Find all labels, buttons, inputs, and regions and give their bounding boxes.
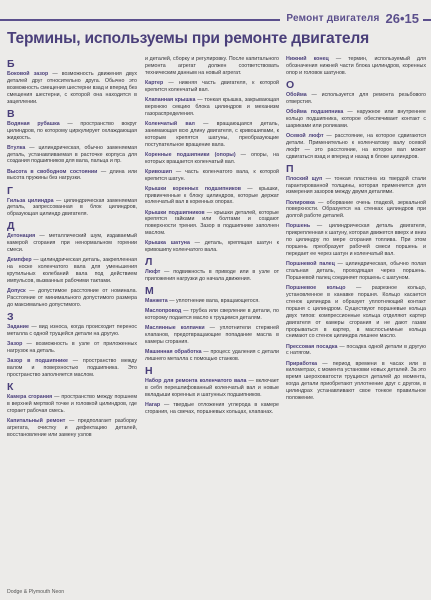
glossary-definition: оборвание очень гладкой, зеркальной поверхности. Образуется на стенках цилиндров при долгой работе деталей. — [286, 199, 426, 220]
letter-heading: М — [145, 285, 154, 298]
glossary-term: Набор для ремонта коленчатого вала — [145, 378, 247, 385]
glossary-definition: и деталей, сборку и регулировку. После капитального ремонта агрегат должен соответствовать техническим данным на новый агрегат. — [145, 56, 279, 76]
glossary-term: Машинная обработка — [145, 349, 202, 356]
column-2 — [145, 56, 279, 588]
glossary-term: Детонация — [7, 233, 36, 240]
letter-heading: Н — [145, 365, 153, 378]
glossary-definition: предполагает разборку агрегата, очистку и дефектацию деталей, восстановление или замену узлов — [7, 417, 137, 438]
glossary-entry: Камера сгорания — пространство между поршнем в верхней мертвой точке и головкой цилиндров, где сгорает рабочая смесь. — [7, 393, 137, 414]
glossary-entry: Зазор в подшипнике — пространство между валом и поверхностью подшипника. Это пространство заполняется маслом. — [7, 358, 137, 378]
glossary-definition: пространство между валом и поверхностью подшипника. Это пространство заполняется маслом. — [7, 358, 137, 378]
letter-heading: Б — [7, 58, 15, 70]
glossary-definition: уплотнители стержней клапанов, предотвращающие попадание масла в камеры сгорания. — [145, 325, 279, 346]
glossary-entry: Высота в свободном состоянии — длина или высота пружины без нагрузки. — [7, 168, 137, 182]
glossary-term: Манжета — [145, 298, 168, 305]
glossary-term: Крышки коренных подшипников — [145, 185, 241, 192]
glossary-term: Камера сгорания — [7, 393, 53, 400]
letter-heading: О — [286, 78, 295, 91]
glossary-definition: уплотнение вала, вращающегося. — [175, 298, 260, 305]
glossary-definition: крышки деталей, которые крепятся гайками или болтами и создают поверхности трения. Зазор в подшипнике заполнен маслом. — [145, 209, 279, 237]
glossary-entry: Кривошип — часть коленчатого вала, к которой крепится шатун. — [145, 168, 279, 182]
glossary-term: Нагар — [145, 402, 161, 409]
glossary-definition: возможность в узле от приложенных нагрузок на деталь. — [7, 341, 137, 354]
glossary-definition: допустимое расстояние от номинала. Расстояние от минимального допустимого размера до максимально допустимого. — [7, 288, 137, 308]
glossary-entry: Капитальный ремонт — предполагает разборку агрегата, очистку и дефектацию деталей, восстановление или замену узлов — [7, 417, 137, 438]
glossary-entry: Полировка — оборвание очень гладкой, зеркальной поверхности. Образуется на стенках цилиндров при долгой работе деталей. — [286, 199, 426, 220]
glossary-definition: наружное или внутреннее кольцо подшипника, которое обеспечивает контакт с шариками или роликами. — [286, 108, 426, 129]
glossary-definition: вид износа, когда происходит перенос металла с одной трущейся детали на другую. — [7, 324, 137, 337]
glossary-definition: период времени в часах или в километрах, с момента установки новых деталей. За это время шероховатости трущихся деталей до момента, когда детали приобретают уплотнение друг с другом, в цилиндрах устанавливают свое тонкое правильное положение. — [286, 360, 426, 402]
glossary-term: Допуск — [7, 288, 26, 295]
glossary-definition: твердые отложения углерода в камере сгорания, на свечах, поршневых кольцах, клапанах. — [145, 402, 279, 416]
glossary-definition: часть коленчатого вала, к которой крепится шатун. — [145, 168, 279, 182]
glossary-entry: Поршневой палец — цилиндрическая, обычно полая стальная деталь, проходящая через поршень. Поршневой палец соединяет поршень с шатуном. — [286, 261, 426, 281]
glossary-entry: Приработка — период времени в часах или в километрах, с момента установки новых деталей. За это время шероховатости трущихся деталей до момента, когда детали приобретают уплотнение друг с другом, в цилиндрах устанавливают свое тонкое правильное положение. — [286, 360, 426, 402]
glossary-entry: Плоский щуп — тонкая пластина из твердой стали гарантированной толщины, которая применяется для измерения зазоров между двумя деталями. — [286, 175, 426, 196]
glossary-entry: Нагар — твердые отложения углерода в камере сгорания, на свечах, поршневых кольцах, клапанах. — [145, 402, 279, 416]
glossary-definition: термин, используемый для обозначения нижней части блока цилиндров, коренных опор и головок шатунов. — [286, 56, 426, 76]
letter-heading: К — [7, 380, 14, 393]
glossary-term: Плоский щуп — [286, 175, 323, 182]
glossary-term: Маслопровод — [145, 308, 182, 315]
glossary-term: Клапанная крышка — [145, 96, 196, 103]
column-3 — [286, 56, 426, 592]
glossary-entry: Крышки коренных подшипников — крышки, привинченные к блоку цилиндров, которые держат коленчатый вал в коренных опорах. — [145, 185, 279, 206]
glossary-definition: деталь, крепящая шатун к кривошипу коленчатого вала. — [145, 240, 279, 254]
glossary-term: Втулка — [7, 144, 26, 151]
glossary-entry: Маслянные колпачки — уплотнители стержней клапанов, предотвращающие попадание масла в камеры сгорания. — [145, 325, 279, 346]
glossary-entry: Набор для ремонта коленчатого вала — включает в себя перешлифованный коленчатый вал и новые вкладыши коренных и шатунных подшипников. — [145, 378, 279, 399]
glossary-definition: металлический шум, издаваемый камерой сгорания при ненормальном горении смеси. — [7, 233, 137, 254]
glossary-entry: Люфт — подвижность в приводе или в узле от приложения нагрузки до начала движения. — [145, 269, 279, 283]
glossary-definition: включает в себя перешлифованный коленчатый вал и новые вкладыши коренных и шатунных подшипников. — [145, 378, 279, 399]
glossary-definition: пространство вокруг цилиндров, по которому циркулирует охлаждающая жидкость. — [7, 120, 137, 141]
page-number: 26•15 — [385, 10, 419, 26]
letter-heading: З — [7, 311, 14, 324]
glossary-entry: Обойма — используется для ремонта резьбового отверстия. — [286, 91, 426, 105]
glossary-term: Зазор — [7, 341, 23, 348]
glossary-term: Поршневое кольцо — [286, 285, 346, 292]
glossary-definition: тонкая пластина из твердой стали гарантированной толщины, которая применяется для измерения зазоров между двумя деталями. — [286, 175, 426, 196]
letter-heading: Г — [7, 184, 13, 197]
glossary-definition: нижняя часть двигателя, к которой крепится коленчатый вал. — [145, 79, 279, 93]
glossary-definition: возможность движения двух деталей друг относительно друга. Обычно это возможность смещения шестерни взад и вперед без смещения шестерни, с которой она находится в зацеплении. — [7, 71, 137, 105]
letter-heading: В — [7, 107, 15, 120]
section-title: Ремонт двигателя — [286, 12, 380, 24]
glossary-definition: подвижность в приводе или в узле от приложения нагрузки до начала движения. — [145, 269, 279, 283]
glossary-term: Маслянные колпачки — [145, 325, 205, 332]
glossary-entry: Задание — вид износа, когда происходит перенос металла с одной трущейся детали на другую. — [7, 324, 137, 337]
glossary-definition: посадка одной детали в другую с натягом. — [286, 343, 426, 357]
glossary-term: Приработка — [286, 360, 318, 367]
glossary-entry: Осевой люфт — расстояние, на которое сдвигаются детали. Применительно к коленчатому валу осевой люфт — это расстояние, на которое вал может сдвигаться взад и вперед и назад в блоке цилиндров. — [286, 132, 426, 160]
glossary-definition: пространство между поршнем в верхней мертвой точке и головкой цилиндров, где сгорает рабочая смесь. — [7, 393, 137, 414]
glossary-entry: Маслопровод — трубка или сверление в детали, по которому подается масло к трущимся деталям. — [145, 308, 279, 322]
glossary-term: Боковой зазор — [7, 71, 49, 77]
glossary-term: Высота в свободном состоянии — [7, 168, 98, 175]
glossary-entry — [145, 56, 279, 77]
glossary-term: Кривошип — [145, 168, 173, 175]
glossary-term: Зазор в подшипнике — [7, 358, 68, 365]
glossary-entry: Обойма подшипника — наружное или внутреннее кольцо подшипника, которое обеспечивает контакт с шариками или роликами. — [286, 108, 426, 129]
glossary-entry: Гильза цилиндра — цилиндрическая заменяемая деталь, запрессованная в блок цилиндров, образующая цилиндр двигателя. — [7, 197, 137, 218]
glossary-definition: цилиндрическая деталь двигателя, прикрепленная к шатуну, которая движется вверх и вниз по цилиндру по мере сгорания топлива. При этом поршень преобразует рабочей смеси поршень и передает ее через шатун и коленчатый вал. — [286, 223, 426, 258]
glossary-entry: Боковой зазор — возможность движения двух деталей друг относительно друга. Обычно это возможность смещения шестерни взад и вперед без смещения шестерни, с которой она находится в зацеплении. — [7, 71, 137, 105]
glossary-term: Обойма — [286, 91, 307, 98]
glossary-definition: используется для ремонта резьбового отверстия. — [286, 91, 426, 105]
glossary-definition: трубка или сверление в детали, по которому подается масло к трущимся деталям. — [145, 308, 279, 322]
glossary-definition: разрезное кольцо, установленное в канавке поршня. Кольцо касается стенок цилиндра и образует уплотняющий контакт поршня с цилиндром. Существуют поршневые кольца двух типов: компрессионные кольца отделяют картер двигателя от камеры сгорания и не дают газам прорываться в картер, в маслосъемные кольца снимают со стенок цилиндра лишнее масло. — [286, 285, 426, 340]
glossary-entry: Поршневое кольцо — разрезное кольцо, установленное в канавке поршня. Кольцо касается стенок цилиндра и образует уплотняющий контакт поршня с цилиндром. Существуют поршневые кольца двух типов: компрессионные кольца отделяют картер двигателя от камеры сгорания и не дают газам прорываться в картер, в маслосъемные кольца снимают со стенок цилиндра лишнее масло. — [286, 285, 426, 340]
column-1 — [7, 56, 137, 588]
glossary-definition: цилиндрическая деталь, закрепленная на носке коленчатого вала для уменьшения крутильных колебаний вала под действием импульсов, вызванных рабочими тактами. — [7, 257, 137, 285]
page-header — [0, 5, 431, 26]
glossary-term: Картер — [145, 79, 164, 86]
glossary-definition: расстояние, на которое сдвигаются детали. Применительно к коленчатому валу осевой люфт — это расстояние, на которое вал может сдвигаться взад и вперед и назад в блоке цилиндров. — [286, 132, 426, 160]
glossary-term: Поршневой палец — [286, 261, 335, 268]
header-label — [280, 9, 423, 27]
glossary-entry: Коренные подшипники (опоры) — опоры, на которых вращается коленчатый вал. — [145, 151, 279, 165]
footer-book-title: Dodge & Plymouth Neon — [7, 589, 65, 595]
glossary-definition: цилиндрическая, обычно полая стальная деталь, проходящая через поршень. Поршневой палец соединяет поршень с шатуном. — [286, 261, 426, 281]
letter-heading: Д — [7, 220, 15, 233]
glossary-entry: Водяная рубашка — пространство вокруг цилиндров, по которому циркулирует охлаждающая жидкость. — [7, 120, 137, 141]
letter-heading: Л — [145, 256, 153, 269]
glossary-term: Прессовая посадка — [286, 343, 338, 350]
glossary-entry: Машинная обработка — процесс удаления с детали лишнего металла с помощью станков. — [145, 349, 279, 363]
glossary-term: Коренные подшипники (опоры) — [145, 151, 236, 158]
glossary-entry: Крышка шатуна — деталь, крепящая шатун к кривошипу коленчатого вала. — [145, 240, 279, 254]
glossary-entry: Картер — нижняя часть двигателя, к которой крепится коленчатый вал. — [145, 79, 279, 93]
glossary-term: Капитальный ремонт — [7, 417, 66, 424]
glossary-definition: вращающаяся деталь, занимающая всю длину двигателя, с кривошипами, к которым крепятся шатуны, преобразующие поступательное вращение вала. — [145, 120, 279, 148]
glossary-entry: Крышки подшипников — крышки деталей, которые крепятся гайками или болтами и создают поверхности трения. Зазор в подшипнике заполнен маслом. — [145, 209, 279, 237]
glossary-entry: Зазор — возможность в узле от приложенных нагрузок на деталь. — [7, 341, 137, 354]
glossary-term: Люфт — [145, 269, 161, 276]
glossary-entry: Допуск — допустимое расстояние от номинала. Расстояние от минимального допустимого размера до максимально допустимого. — [7, 288, 137, 308]
glossary-term: Гильза цилиндра — [7, 197, 54, 204]
glossary-term: Обойма подшипника — [286, 108, 344, 115]
glossary-entry: Демпфер — цилиндрическая деталь, закрепленная на носке коленчатого вала для уменьшения крутильных колебаний вала под действием импульсов, вызванных рабочими тактами. — [7, 257, 137, 285]
glossary-entry: Манжета — уплотнение вала, вращающегося. — [145, 298, 260, 305]
page-title: Термины, используемы при ремонте двигателя — [7, 30, 369, 47]
glossary-definition: крышки, привинченные к блоку цилиндров, которые держат коленчатый вал в коренных опорах. — [145, 185, 279, 206]
glossary-definition: процесс удаления с детали лишнего металла с помощью станков. — [145, 349, 279, 363]
glossary-term: Крышки подшипников — [145, 209, 205, 216]
glossary-entry: Прессовая посадка — посадка одной детали в другую с натягом. — [286, 343, 426, 357]
glossary-entry: Клапанная крышка — тонкая крышка, закрывающая верхнюю секцию блока цилиндров и механизм газораспределения. — [145, 96, 279, 117]
glossary-term: Крышка шатуна — [145, 240, 190, 247]
glossary-definition: длина или высота пружины без нагрузки. — [7, 168, 137, 182]
glossary-term: Коленчатый вал — [145, 120, 195, 127]
glossary-definition: цилиндрическая заменяемая деталь, запрессованная в блок цилиндров, образующая цилиндр двигателя. — [7, 197, 137, 218]
glossary-entry: Поршень — цилиндрическая деталь двигателя, прикрепленная к шатуну, которая движется вверх и вниз по цилиндру по мере сгорания топлива. При этом поршень преобразует рабочей смеси поршень и передает ее через шатун и коленчатый вал. — [286, 223, 426, 258]
glossary-term: Водяная рубашка — [7, 120, 60, 127]
glossary-term: Полировка — [286, 199, 315, 206]
glossary-term: Демпфер — [7, 257, 32, 264]
glossary-entry: Детонация — металлический шум, издаваемый камерой сгорания при ненормальном горении смеси. — [7, 233, 137, 254]
letter-heading: П — [286, 162, 294, 175]
glossary-definition: цилиндрическая, обычно заменяемая деталь, устанавливаемая в расточке корпуса для создания подшипников для вала, пальца и пр. — [7, 144, 137, 165]
glossary-definition: тонкая крышка, закрывающая верхнюю секцию блока цилиндров и механизм газораспределения. — [145, 96, 279, 117]
glossary-term: Поршень — [286, 223, 311, 230]
glossary-term: Осевой люфт — [286, 132, 324, 139]
glossary-entry: Коленчатый вал — вращающаяся деталь, занимающая всю длину двигателя, с кривошипами, к которым крепятся шатуны, преобразующие поступательное вращение вала. — [145, 120, 279, 148]
glossary-entry: Нижний конец — термин, используемый для обозначения нижней части блока цилиндров, коренных опор и головок шатунов. — [286, 56, 426, 76]
glossary-term: Задание — [7, 324, 29, 331]
glossary-term: Нижний конец — [286, 56, 329, 62]
glossary-definition: опоры, на которых вращается коленчатый вал. — [145, 151, 279, 165]
glossary-entry: Втулка — цилиндрическая, обычно заменяемая деталь, устанавливаемая в расточке корпуса для создания подшипников для вала, пальца и пр. — [7, 144, 137, 165]
